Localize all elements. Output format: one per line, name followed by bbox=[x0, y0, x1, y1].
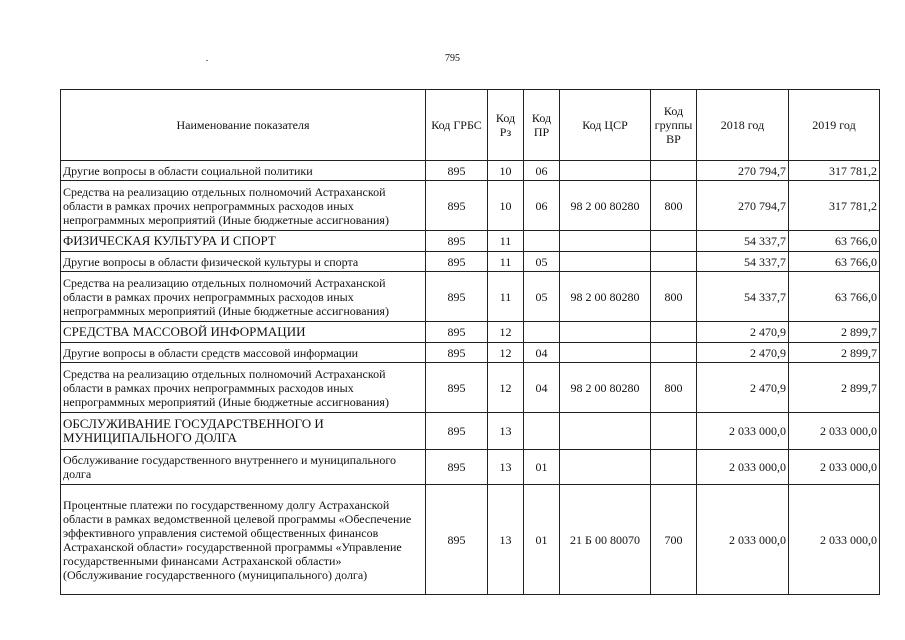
row-rz: 13 bbox=[488, 485, 524, 595]
table-row bbox=[61, 231, 880, 252]
row-vr bbox=[651, 161, 697, 181]
row-name: СРЕДСТВА МАССОВОЙ ИНФОРМАЦИИ bbox=[61, 322, 426, 343]
row-rz: 12 bbox=[488, 363, 524, 413]
row-csr: 98 2 00 80280 bbox=[560, 181, 651, 231]
header-vr: Код группы ВР bbox=[651, 90, 697, 161]
row-pr bbox=[524, 322, 560, 343]
table-row bbox=[61, 181, 880, 231]
row-grbs: 895 bbox=[426, 343, 488, 363]
row-2019: 317 781,2 bbox=[789, 161, 880, 181]
row-csr bbox=[560, 322, 651, 343]
row-rz: 10 bbox=[488, 161, 524, 181]
row-name: Обслуживание государственного внутреннего и муниципального долга bbox=[61, 450, 426, 485]
header-name: Наименование показателя bbox=[61, 90, 426, 161]
row-name: Средства на реализацию отдельных полномочий Астраханской области в рамках прочих непрограммных расходов иных непрограммных мероприятий (Иные бюджетные ассигнования) bbox=[61, 181, 426, 231]
row-csr: 98 2 00 80280 bbox=[560, 363, 651, 413]
row-vr bbox=[651, 322, 697, 343]
row-pr: 04 bbox=[524, 343, 560, 363]
row-grbs: 895 bbox=[426, 161, 488, 181]
row-name: Другие вопросы в области средств массовой информации bbox=[61, 343, 426, 363]
header-pr: Код ПР bbox=[524, 90, 560, 161]
row-vr: 800 bbox=[651, 181, 697, 231]
row-pr: 05 bbox=[524, 252, 560, 272]
row-2018: 2 470,9 bbox=[697, 343, 789, 363]
row-2019: 2 033 000,0 bbox=[789, 450, 880, 485]
header-2018: 2018 год bbox=[697, 90, 789, 161]
row-2018: 2 033 000,0 bbox=[697, 450, 789, 485]
row-vr: 800 bbox=[651, 363, 697, 413]
row-2018: 54 337,7 bbox=[697, 272, 789, 322]
row-rz: 11 bbox=[488, 272, 524, 322]
table-header-row bbox=[61, 90, 880, 161]
table-row bbox=[61, 485, 880, 595]
row-name: Другие вопросы в области социальной политики bbox=[61, 161, 426, 181]
table-row bbox=[61, 363, 880, 413]
scan-speck bbox=[206, 60, 208, 61]
row-grbs: 895 bbox=[426, 485, 488, 595]
row-grbs: 895 bbox=[426, 413, 488, 450]
page-number: 795 bbox=[445, 53, 460, 64]
row-name: Средства на реализацию отдельных полномочий Астраханской области в рамках прочих непрограммных расходов иных непрограммных мероприятий (Иные бюджетные ассигнования) bbox=[61, 272, 426, 322]
table-row bbox=[61, 252, 880, 272]
row-name: Процентные платежи по государственному долгу Астраханской области в рамках ведомственной целевой программы «Обеспечение эффективного управления системой общественных финансов Астраханской области» государственной программы «Управление государственными финансами Астраханской области» (Обслуживание государственного (муниципального) долга) bbox=[61, 485, 426, 595]
row-grbs: 895 bbox=[426, 231, 488, 252]
row-grbs: 895 bbox=[426, 252, 488, 272]
row-vr bbox=[651, 450, 697, 485]
row-2019: 2 033 000,0 bbox=[789, 413, 880, 450]
row-pr: 06 bbox=[524, 181, 560, 231]
header-2019: 2019 год bbox=[789, 90, 880, 161]
row-2019: 317 781,2 bbox=[789, 181, 880, 231]
row-2018: 270 794,7 bbox=[697, 181, 789, 231]
row-grbs: 895 bbox=[426, 322, 488, 343]
row-2019: 2 899,7 bbox=[789, 343, 880, 363]
row-vr bbox=[651, 413, 697, 450]
table-row bbox=[61, 272, 880, 322]
row-csr bbox=[560, 252, 651, 272]
row-rz: 13 bbox=[488, 413, 524, 450]
row-2019: 63 766,0 bbox=[789, 231, 880, 252]
row-grbs: 895 bbox=[426, 363, 488, 413]
table-row bbox=[61, 413, 880, 450]
row-2019: 63 766,0 bbox=[789, 272, 880, 322]
table-row bbox=[61, 343, 880, 363]
row-pr: 01 bbox=[524, 485, 560, 595]
row-grbs: 895 bbox=[426, 272, 488, 322]
row-csr bbox=[560, 343, 651, 363]
row-pr: 05 bbox=[524, 272, 560, 322]
row-vr: 800 bbox=[651, 272, 697, 322]
row-2019: 2 899,7 bbox=[789, 322, 880, 343]
row-rz: 13 bbox=[488, 450, 524, 485]
row-2018: 2 033 000,0 bbox=[697, 485, 789, 595]
row-grbs: 895 bbox=[426, 450, 488, 485]
row-name: Средства на реализацию отдельных полномочий Астраханской области в рамках прочих непрограммных расходов иных непрограммных мероприятий (Иные бюджетные ассигнования) bbox=[61, 363, 426, 413]
row-pr: 06 bbox=[524, 161, 560, 181]
row-2019: 2 033 000,0 bbox=[789, 485, 880, 595]
row-csr bbox=[560, 161, 651, 181]
row-csr: 21 Б 00 80070 bbox=[560, 485, 651, 595]
header-csr: Код ЦСР bbox=[560, 90, 651, 161]
table-row bbox=[61, 161, 880, 181]
row-grbs: 895 bbox=[426, 181, 488, 231]
row-rz: 12 bbox=[488, 343, 524, 363]
row-2018: 54 337,7 bbox=[697, 252, 789, 272]
row-2018: 270 794,7 bbox=[697, 161, 789, 181]
table-row bbox=[61, 322, 880, 343]
row-vr bbox=[651, 231, 697, 252]
row-pr bbox=[524, 231, 560, 252]
row-csr bbox=[560, 450, 651, 485]
row-2019: 63 766,0 bbox=[789, 252, 880, 272]
row-vr bbox=[651, 252, 697, 272]
row-rz: 12 bbox=[488, 322, 524, 343]
table-row bbox=[61, 450, 880, 485]
row-pr: 04 bbox=[524, 363, 560, 413]
row-name: ОБСЛУЖИВАНИЕ ГОСУДАРСТВЕННОГО И МУНИЦИПАЛЬНОГО ДОЛГА bbox=[61, 413, 426, 450]
row-2019: 2 899,7 bbox=[789, 363, 880, 413]
row-pr bbox=[524, 413, 560, 450]
header-rz: Код Рз bbox=[488, 90, 524, 161]
row-rz: 11 bbox=[488, 231, 524, 252]
row-vr bbox=[651, 343, 697, 363]
row-2018: 2 033 000,0 bbox=[697, 413, 789, 450]
row-2018: 54 337,7 bbox=[697, 231, 789, 252]
row-csr: 98 2 00 80280 bbox=[560, 272, 651, 322]
row-name: ФИЗИЧЕСКАЯ КУЛЬТУРА И СПОРТ bbox=[61, 231, 426, 252]
row-2018: 2 470,9 bbox=[697, 322, 789, 343]
header-grbs: Код ГРБС bbox=[426, 90, 488, 161]
row-2018: 2 470,9 bbox=[697, 363, 789, 413]
row-vr: 700 bbox=[651, 485, 697, 595]
row-name: Другие вопросы в области физической культуры и спорта bbox=[61, 252, 426, 272]
budget-table bbox=[60, 89, 880, 595]
row-csr bbox=[560, 413, 651, 450]
row-csr bbox=[560, 231, 651, 252]
row-rz: 11 bbox=[488, 252, 524, 272]
row-rz: 10 bbox=[488, 181, 524, 231]
row-pr: 01 bbox=[524, 450, 560, 485]
